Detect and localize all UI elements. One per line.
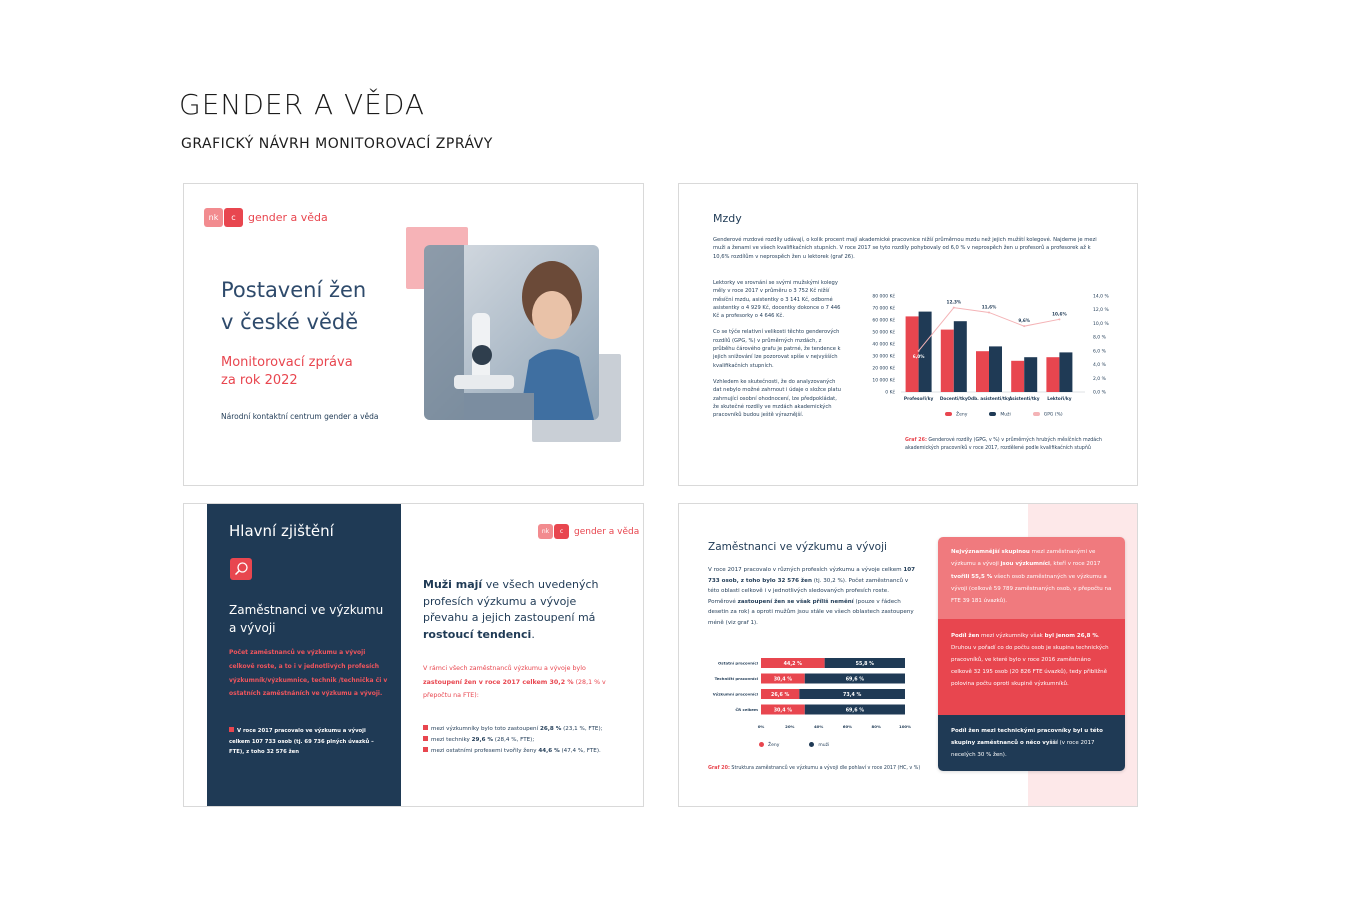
findings-red-para: V rámci všech zaměstnanců výzkumu a vývoje bylo zastoupení žen v roce 2017 celkem 30,2 % (28,1 % v přepočtu na FTE): <box>423 665 606 699</box>
value-label-women: 30,4 % <box>773 677 793 683</box>
cover-subtitle-line1: Monitorovací zpráva <box>221 355 353 370</box>
x-tick-label: Asistenti/tky <box>1008 397 1040 402</box>
y-tick-label: 70 000 Kč <box>872 306 895 312</box>
value-label-women: 30,4 % <box>773 708 793 714</box>
page-subtitle: GRAFICKÝ NÁVRH MONITOROVACÍ ZPRÁVY <box>181 136 493 152</box>
gpg-data-label: 9,6% <box>1018 318 1031 324</box>
bullet-square-icon <box>229 727 234 732</box>
logo-box-nk: nk <box>204 208 223 227</box>
wages-heading: Mzdy <box>713 212 742 225</box>
legend-men-swatch <box>809 742 814 747</box>
cover-subtitle-line2: za rok 2022 <box>221 373 298 388</box>
y2-tick-label: 12,0 % <box>1093 308 1109 314</box>
y-tick-label: 80 000 Kč <box>872 294 895 300</box>
rd-info-box3: Podíl žen mezi technickými pracovníky byl u této skupiny zaměstnanců o něco vyšší (v roce 2017 necelých 30 % žen). <box>938 715 1125 771</box>
logo-box-c: c <box>224 208 243 227</box>
y-tick-label: 0 Kč <box>885 390 895 396</box>
category-label: Techničtí pracovníci <box>714 676 758 681</box>
rd-paragraph: V roce 2017 pracovalo v různých profesích výzkumu a vývoje celkem 107 733 osob, z toho bylo 32 576 žen (tj. 30,2 %). Počet zaměstnanců v této oblasti celkově i v jednotlivých sledovaných profesích roste. Poměrové zastoupení žen se však příliš nemění (pouze v řádech desetin za rok) a oproti mužům jsou stále ve všech oblastech zastoupeny méně (viz graf 1). <box>708 567 916 626</box>
x-tick-label: Profesoři/ky <box>903 397 934 402</box>
logo-text: gender a věda <box>248 211 328 224</box>
wages-para2: Co se týče relativní velikosti těchto genderových rozdílů (GPG, %) v průměrných mzdách, z průběhu čárového grafu je patrné, že tendence k jejich snižování lze pozorovat spíše v nejvyšších kvalifikačních stupních. <box>713 329 841 369</box>
cover-title <box>221 274 366 338</box>
rd-heading: Zaměstnanci ve výzkumu a vývoji <box>708 541 887 553</box>
wages-left-column <box>713 279 841 419</box>
bar-men <box>989 346 1002 392</box>
category-label: Výzkumní pracovníci <box>712 691 758 697</box>
y2-tick-label: 8,0 % <box>1093 335 1106 341</box>
rd-info-box2: Podíl žen mezi výzkumníky však byl jenom 26,8 %. Druhou v pořadí co do počtu osob je skupina technických pracovníků, ve které bylo v roce 2016 zaměstnáno celkově 32 195 osob (20 826 FTE úvazků), tedy přibližně polovina počtu oproti skupině výzkumníků. <box>938 619 1125 715</box>
value-label-men: 69,6 % <box>845 708 865 714</box>
y2-tick-label: 4,0 % <box>1093 363 1106 369</box>
legend-women: Ženy <box>759 742 779 748</box>
category-label: ČR celkem <box>735 707 758 712</box>
slide-key-findings[interactable] <box>183 503 644 807</box>
y2-tick-label: 6,0 % <box>1093 349 1106 355</box>
legend-men: Muži <box>989 412 1010 418</box>
findings-bullet-list <box>423 724 633 756</box>
bullet-square-icon <box>423 736 428 741</box>
magnifier-icon <box>230 558 252 580</box>
wages-para3: Vzhledem ke skutečnosti, že do analyzovaných dat nebylo možné zahrnout i údaje o složce platu zahrnující osobní ohodnocení, lze předpokládat, že skutečné rozdíly ve mzdách akademických pracovníků budou ještě výraznější. <box>713 378 841 419</box>
y-tick-label: 30 000 Kč <box>872 354 895 360</box>
gpg-point <box>918 350 920 352</box>
findings-lead: Muži mají ve všech uvedených profesích výzkumu a vývoje převahu a jejich zastoupení má rostoucí tendenci. <box>423 578 599 641</box>
page-title: GENDER A VĚDA <box>179 88 426 121</box>
cover-org: Národní kontaktní centrum gender a věda <box>221 412 379 421</box>
findings-heading: Hlavní zjištění <box>229 522 334 540</box>
y-tick-label: 60 000 Kč <box>872 318 895 324</box>
x-tick-label: 60% <box>842 724 853 729</box>
scientist-microscope-icon <box>424 245 599 420</box>
x-tick-label: 40% <box>813 724 824 729</box>
gpg-data-label: 12,3% <box>946 299 962 305</box>
wage-chart-legend <box>945 412 1063 418</box>
bar-women <box>1011 361 1024 392</box>
bar-men <box>1059 352 1072 392</box>
gpg-line <box>919 308 1060 351</box>
legend-men: muži <box>809 742 829 748</box>
legend-women-swatch <box>759 742 764 747</box>
findings-section-title: Zaměstnanci ve výzkumu a vývoji <box>229 603 384 635</box>
wages-intro: Genderové mzdové rozdíly udávají, o kolik procent mají akademické pracovnice nižší průměrnou mzdu než jejich mužští kolegové. Najdeme je mezi muži a ženami ve všech kvalifikačních stupních. V roce 2017 se tyto rozdíly pohybovaly od 6,0 % v neprospěch žen u profesorů a profesorek až k 10,6% rozdílům v neprospěch žen u lektorek (graf 26). <box>713 237 1097 260</box>
legend-gpg-swatch <box>1033 412 1040 416</box>
value-label-men: 69,6 % <box>845 677 865 683</box>
y-tick-label: 40 000 Kč <box>872 342 895 348</box>
category-label: Ostatní pracovníci <box>717 660 758 666</box>
legend-women: Ženy <box>945 412 967 418</box>
findings-bullet: V roce 2017 pracovalo ve výzkumu a vývoji celkem 107 733 osob (tj. 69 736 plných úvazků – FTE), z toho 32 576 žen <box>229 728 374 755</box>
bar-men <box>1024 357 1037 392</box>
gpg-point <box>988 311 990 313</box>
slide-wages[interactable] <box>678 183 1138 486</box>
y-tick-label: 20 000 Kč <box>872 366 895 372</box>
bar-men <box>919 312 932 392</box>
rd-info-card <box>938 537 1125 771</box>
findings-bullet-item: mezi výzkumníky bylo toto zastoupení 26,8 % (23,1 %, FTE); <box>423 724 633 735</box>
x-tick-label: 80% <box>871 724 881 729</box>
bullet-square-icon <box>423 725 428 730</box>
slide-rd-staff[interactable] <box>678 503 1138 807</box>
gpg-point <box>953 307 955 309</box>
cover-title-line1: Postavení žen <box>221 278 367 302</box>
rd-caption: Graf 20: Struktura zaměstnanců ve výzkumu a vývoji dle pohlaví v roce 2017 (HC, v %) <box>708 766 921 771</box>
wage-gap-chart <box>859 288 1121 418</box>
bar-women <box>976 351 989 392</box>
legend-men-swatch <box>989 412 996 416</box>
findings-red-text: Počet zaměstnanců ve výzkumu a vývoji celkově roste, a to i v jednotlivých profesích výzkumník/výzkumnice, technik /technička či v ostatních zaměstnáních ve výzkumu a vývoji. <box>229 649 388 698</box>
findings-bullet-item: mezi techniky 29,6 % (28,4 %, FTE); <box>423 735 633 746</box>
y-tick-label: 10 000 Kč <box>872 378 895 384</box>
rd-info-box1: Nejvýznamnější skupinou mezi zaměstnanými ve výzkumu a vývoji jsou výzkumníci, kteří v roce 2017 tvořili 55,5 % všech osob zaměstnaných ve výzkumu a vývoji (celkově 59 789 zaměstnaných osob, v přepočtu na FTE 39 181 úvazků). <box>938 537 1125 619</box>
value-label-women: 26,6 % <box>770 692 790 698</box>
value-label-men: 55,8 % <box>855 661 874 667</box>
logo <box>204 208 328 227</box>
x-tick-label: Odb. asistenti/tky <box>967 397 1011 402</box>
x-tick-label: 20% <box>785 724 795 729</box>
rd-structure-chart <box>699 652 911 752</box>
value-label-women: 44,2 % <box>783 661 802 667</box>
gpg-point <box>1058 318 1060 320</box>
wages-para1: Lektorky ve srovnání se svými mužskými kolegy měly v roce 2017 v průměru o 3 752 Kč nižší měsíční mzdu, asistentky o 3 141 Kč, odborné asistentky o 4 929 Kč, docentky dokonce o 7 446 Kč a profesorky o 4 646 Kč. <box>713 280 841 320</box>
x-tick-label: 100% <box>898 724 911 729</box>
rd-chart-legend <box>759 742 829 748</box>
cover-subtitle <box>221 354 353 390</box>
y2-tick-label: 10,0 % <box>1093 321 1109 327</box>
y2-tick-label: 14,0 % <box>1093 294 1109 300</box>
x-tick-label: 0% <box>757 724 765 729</box>
gpg-data-label: 11,6% <box>981 304 997 310</box>
legend-women-swatch <box>945 412 952 416</box>
gpg-point <box>1023 325 1025 327</box>
y-tick-label: 50 000 Kč <box>872 330 895 336</box>
gpg-data-label: 10,6% <box>1052 311 1067 317</box>
gpg-data-label: 6,0% <box>912 353 925 359</box>
bar-men <box>954 321 967 392</box>
value-label-men: 73,4 % <box>842 692 862 698</box>
bullet-square-icon <box>423 747 428 752</box>
bar-women <box>941 330 954 392</box>
x-tick-label: Docenti/tky <box>939 397 968 402</box>
legend-gpg: GPG (%) <box>1033 412 1063 418</box>
logo: nk c gender a věda <box>538 524 639 539</box>
y2-tick-label: 2,0 % <box>1093 376 1106 382</box>
slide-cover[interactable] <box>183 183 644 486</box>
x-tick-label: Lektoři/ky <box>1047 397 1072 402</box>
wages-caption: Graf 26: Genderové rozdíly (GPG, v %) v průměrných hrubých měsíčních mzdách akademických pracovníků v roce 2017, rozdělené podle kvalifikačních stupňů <box>905 438 1102 451</box>
y2-tick-label: 0,0 % <box>1093 390 1106 396</box>
findings-bullet-item: mezi ostatními profesemi tvořily ženy 44,6 % (47,4 %, FTE). <box>423 746 633 757</box>
cover-title-line2: v české vědě <box>221 310 359 334</box>
bar-women <box>1046 357 1059 392</box>
cover-photo <box>424 245 599 420</box>
